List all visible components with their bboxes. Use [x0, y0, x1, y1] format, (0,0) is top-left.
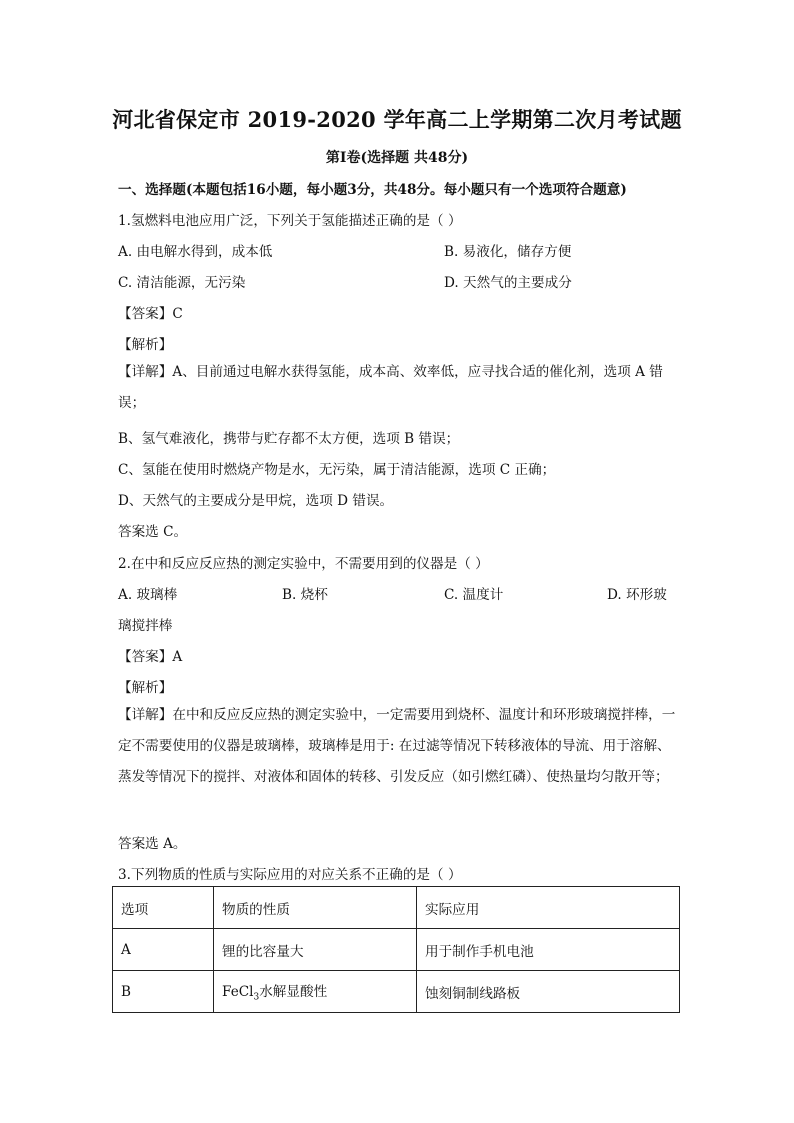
formula-subscript: 3 [253, 992, 260, 1003]
property-text: 水解显酸性 [259, 984, 328, 1001]
q1-conclusion: 答案选 C。 [118, 524, 188, 540]
q2-detail: 【详解】在中和反应反应热的测定实验中，一定需要用到烧杯、温度计和环形玻璃搅拌棒，一定不需要使用的仪器是玻璃棒，玻璃棒是用于: 在过滤等情况下转移液体的导流、用于溶解、蒸发等情况下的搅拌、对液体和固体的转移、引发反应（如引燃红磷）、使热量均匀散开等； [118, 707, 676, 785]
table-cell-application: 蚀刻铜制线路板 [417, 971, 680, 1013]
q2-option-b: B. 烧杯 [282, 587, 328, 603]
q1-option-a: A. 由电解水得到，成本低 [118, 244, 273, 260]
q2-stem: 2.在中和反应反应热的测定实验中，不需要用到的仪器是（ ） [118, 556, 489, 572]
table-cell-application: 用于制作手机电池 [417, 929, 680, 971]
section-subtitle: 第Ⅰ卷(选择题 共48分) [325, 150, 469, 166]
table-header-application: 实际应用 [417, 887, 680, 929]
q1-option-c: C. 清洁能源，无污染 [118, 275, 246, 291]
table-header-option: 选项 [113, 887, 214, 929]
section-heading: 一、选择题(本题包括16小题，每小题3分，共48分。每小题只有一个选项符合题意) [118, 182, 627, 198]
q2-option-a: A. 玻璃棒 [118, 587, 178, 603]
q2-answer: 【答案】A [118, 649, 183, 665]
q1-option-d: D. 天然气的主要成分 [444, 275, 572, 291]
q1-line-c: C、氢能在使用时燃烧产物是水，无污染，属于清洁能源，选项 C 正确； [118, 462, 556, 478]
page-title: 河北省保定市 2019-2020 学年高二上学期第二次月考试题 [112, 107, 682, 132]
q3-stem: 3.下列物质的性质与实际应用的对应关系不正确的是（ ） [118, 867, 462, 883]
q1-stem: 1.氢燃料电池应用广泛，下列关于氢能描述正确的是（ ） [118, 213, 462, 229]
q2-option-d: D. 环形玻 [607, 587, 667, 603]
table-cell-option: B [113, 971, 214, 1013]
formula-fecl: FeCl [222, 984, 254, 1001]
q3-table [112, 886, 680, 1013]
q1-line-b: B、氢气难液化，携带与贮存都不太方便，选项 B 错误； [118, 431, 460, 447]
table-cell-option: A [113, 929, 214, 971]
table-cell-property [214, 971, 417, 1013]
table-header-row [113, 887, 680, 929]
q1-answer: 【答案】C [118, 306, 183, 322]
table-row [113, 929, 680, 971]
q1-option-b: B. 易液化，储存方便 [444, 244, 572, 260]
table-row [113, 971, 680, 1013]
table-header-property: 物质的性质 [214, 887, 417, 929]
q2-option-d-continued: 璃搅拌棒 [118, 618, 173, 634]
q2-conclusion: 答案选 A。 [118, 836, 187, 852]
q1-line-d: D、天然气的主要成分是甲烷，选项 D 错误。 [118, 493, 394, 509]
q2-option-c: C. 温度计 [444, 587, 504, 603]
table-cell-property: 锂的比容量大 [214, 929, 417, 971]
q2-analysis-label: 【解析】 [118, 680, 173, 696]
q1-detail: 【详解】A、目前通过电解水获得氢能，成本高、效率低，应寻找合适的催化剂，选项 A 错误； [118, 364, 663, 411]
q1-analysis-label: 【解析】 [118, 337, 173, 353]
